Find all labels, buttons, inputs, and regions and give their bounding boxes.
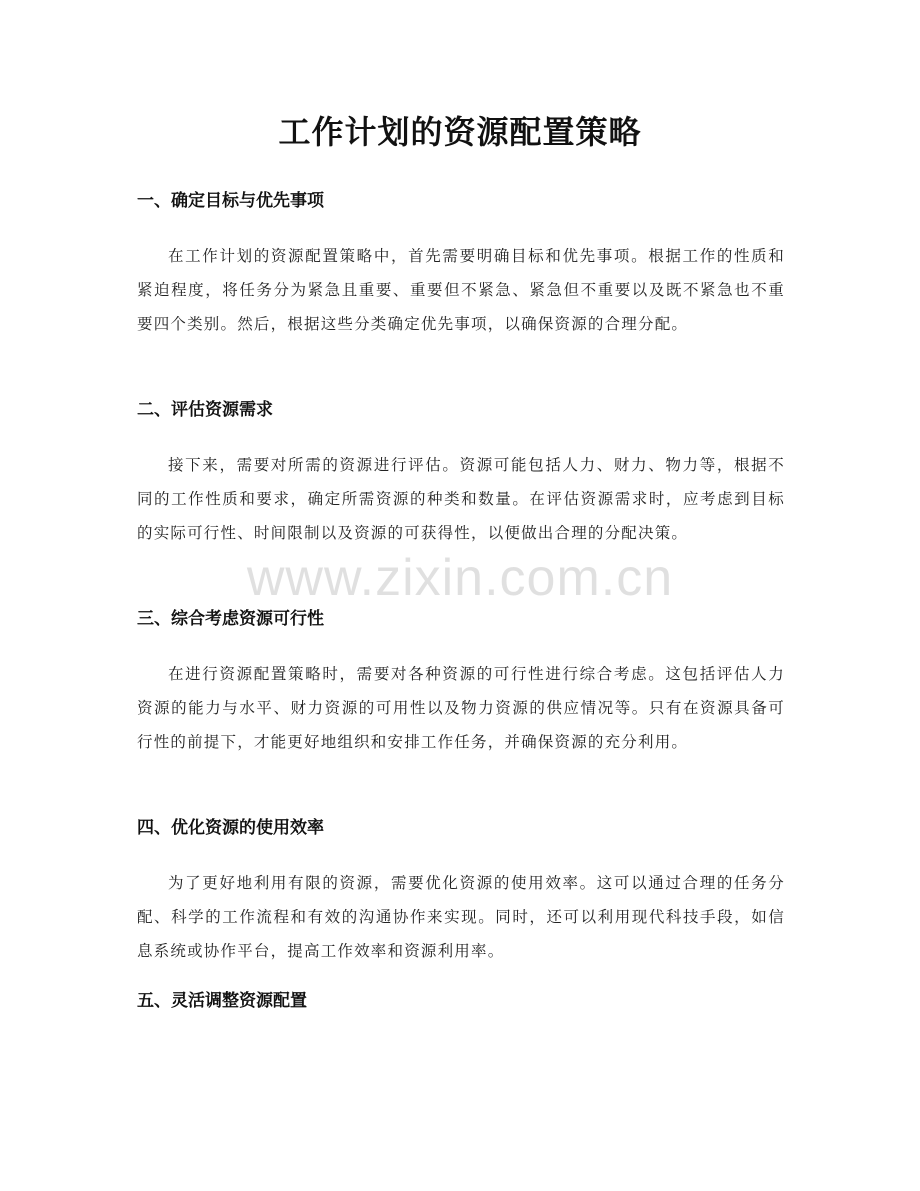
section-paragraph: 为了更好地利用有限的资源，需要优化资源的使用效率。这可以通过合理的任务分配、科学的工作流程和有效的沟通协作来实现。同时，还可以利用现代科技手段，如信息系统或协作平台，提高工作效率和资源利用率。 — [137, 874, 785, 960]
section-heading: 一、确定目标与优先事项 — [137, 191, 324, 211]
section-heading: 二、评估资源需求 — [137, 400, 273, 420]
section-heading: 五、灵活调整资源配置 — [137, 991, 307, 1011]
section-4 — [137, 816, 785, 968]
section-paragraph: 在工作计划的资源配置策略中，首先需要明确目标和优先事项。根据工作的性质和紧迫程度，将任务分为紧急且重要、重要但不紧急、紧急但不重要以及既不紧急也不重要四个类别。然后，根据这些分类确定优先事项，以确保资源的合理分配。 — [137, 247, 785, 333]
section-5 — [137, 989, 785, 1013]
section-3 — [137, 607, 785, 759]
section-2 — [137, 398, 785, 550]
page-title: 工作计划的资源配置策略 — [278, 113, 642, 151]
watermark-text: www.zixin.com.cn — [246, 549, 674, 607]
section-1 — [137, 189, 785, 341]
section-heading: 三、综合考虑资源可行性 — [137, 609, 324, 629]
section-paragraph: 接下来，需要对所需的资源进行评估。资源可能包括人力、财力、物力等，根据不同的工作性质和要求，确定所需资源的种类和数量。在评估资源需求时，应考虑到目标的实际可行性、时间限制以及资源的可获得性，以便做出合理的分配决策。 — [137, 456, 785, 542]
section-paragraph: 在进行资源配置策略时，需要对各种资源的可行性进行综合考虑。这包括评估人力资源的能力与水平、财力资源的可用性以及物力资源的供应情况等。只有在资源具备可行性的前提下，才能更好地组织和安排工作任务，并确保资源的充分利用。 — [137, 665, 785, 751]
section-heading: 四、优化资源的使用效率 — [137, 818, 324, 838]
